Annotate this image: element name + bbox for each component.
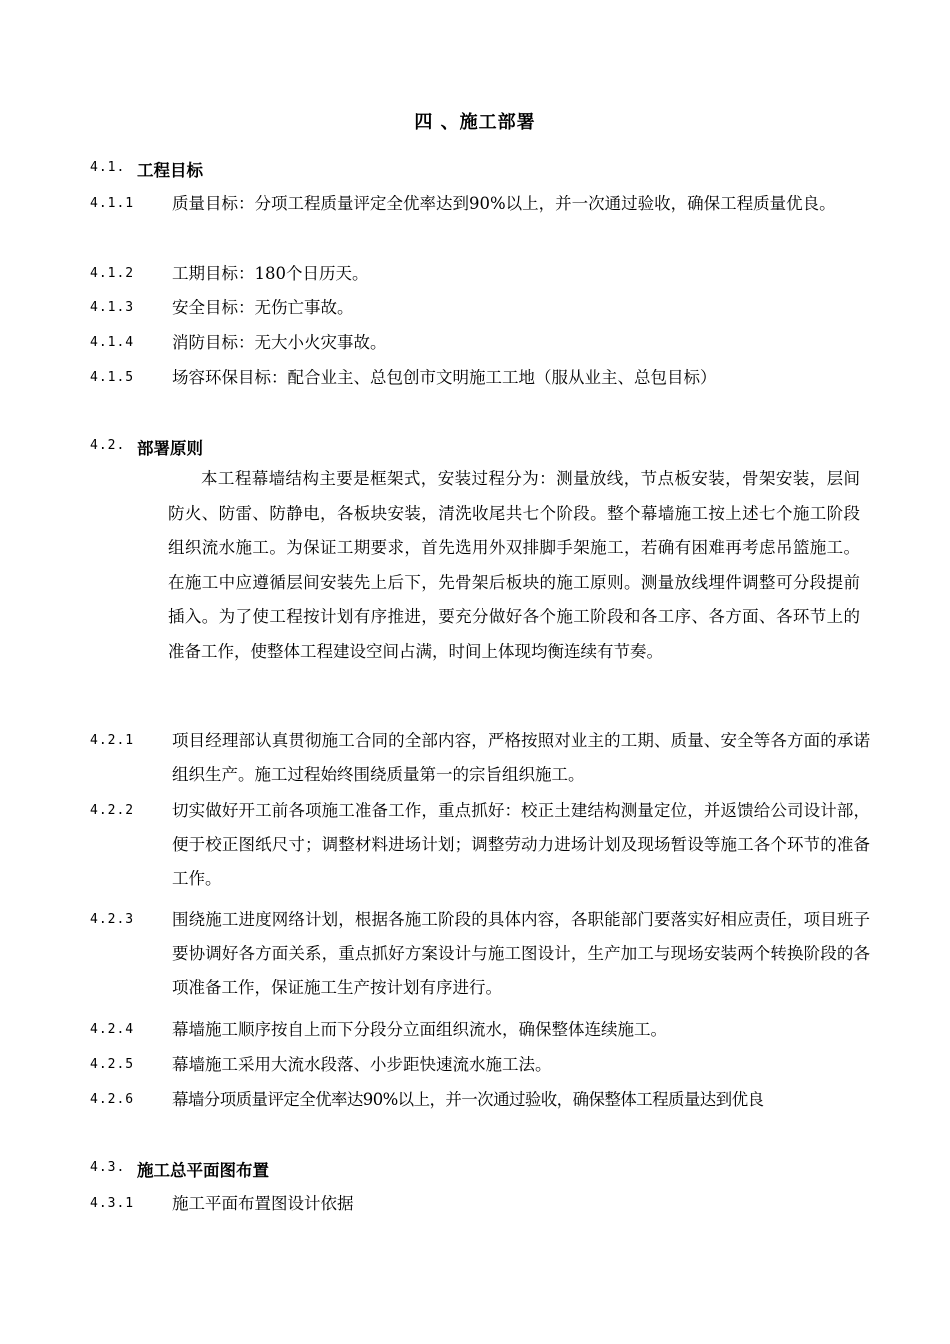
- clause-text: 施工平面布置图设计依据: [172, 1194, 354, 1213]
- clause-text: 幕墙施工顺序按自上而下分段分立面组织流水，确保整体连续施工。: [172, 1020, 667, 1039]
- clause-number: 4.2.2: [90, 803, 135, 818]
- clause-number: 4.1.3: [90, 300, 135, 315]
- clause-number: 4.1.5: [90, 370, 135, 385]
- clause-number: 4.2.4: [90, 1022, 135, 1037]
- clause-number: 4.1.1: [90, 196, 135, 211]
- clause-text: 围绕施工进度网络计划，根据各施工阶段的具体内容，各职能部门要落实好相应责任，项目班子要协调好各方面关系，重点抓好方案设计与施工图设计，生产加工与现场安装两个转换阶段的各项准备工作，保证施工生产按计划有序进行。: [172, 910, 870, 997]
- clause-number: 4.2.5: [90, 1057, 135, 1072]
- principle-paragraph: 本工程幕墙结构主要是框架式，安装过程分为：测量放线，节点板安装，骨架安装，层间防火、防雷、防静电，各板块安装，清洗收尾共七个阶段。整个幕墙施工按上述七个施工阶段组织流水施工。为保证工期要求，首先选用外双排脚手架施工，若确有困难再考虑吊篮施工。在施工中应遵循层间安装先上后下，先骨架后板块的施工原则。测量放线埋件调整可分段提前插入。为了使工程按计划有序推进，要充分做好各个施工阶段和各工序、各方面、各环节上的准备工作，使整体工程建设空间占满，时间上体现均衡连续有节奏。: [168, 469, 860, 661]
- clause-number: 4.2.6: [90, 1092, 135, 1107]
- clause-text: 幕墙分项质量评定全优率达90%以上，并一次通过验收，确保整体工程质量达到优良: [172, 1090, 764, 1109]
- section-title: 施工总平面图布置: [137, 1161, 269, 1180]
- clause-text: 项目经理部认真贯彻施工合同的全部内容，严格按照对业主的工期、质量、安全等各方面的承诺组织生产。施工过程始终围绕质量第一的宗旨组织施工。: [172, 731, 870, 784]
- clause-text: 安全目标：无伤亡事故。: [172, 298, 354, 317]
- clause-number: 4.2.1: [90, 733, 135, 748]
- clause-number: 4.1.4: [90, 335, 135, 350]
- clause-text: 工期目标：180个日历天。: [172, 264, 369, 283]
- clause-text: 质量目标：分项工程质量评定全优率达到90%以上，并一次通过验收，确保工程质量优良。: [172, 194, 836, 213]
- clause-number: 4.1.2: [90, 266, 135, 281]
- clause-text: 切实做好开工前各项施工准备工作，重点抓好：校正土建结构测量定位，并返馈给公司设计部，便于校正图纸尺寸；调整材料进场计划；调整劳动力进场计划及现场暂设等施工各个环节的准备工作。: [172, 801, 870, 888]
- clause-text: 幕墙施工采用大流水段落、小步距快速流水施工法。: [172, 1055, 552, 1074]
- section-title: 部署原则: [137, 439, 203, 458]
- clause-text: 消防目标：无大小火灾事故。: [172, 333, 387, 352]
- clause-number: 4.3.1: [90, 1196, 135, 1211]
- clause-text: 场容环保目标：配合业主、总包创市文明施工工地（服从业主、总包目标）: [172, 368, 717, 387]
- section-title: 工程目标: [137, 161, 203, 180]
- page-title: 四 、施工部署: [414, 112, 536, 133]
- section-number: 4.3.: [90, 1160, 126, 1175]
- clause-number: 4.2.3: [90, 912, 135, 927]
- section-number: 4.2.: [90, 438, 126, 453]
- section-number: 4.1.: [90, 160, 126, 175]
